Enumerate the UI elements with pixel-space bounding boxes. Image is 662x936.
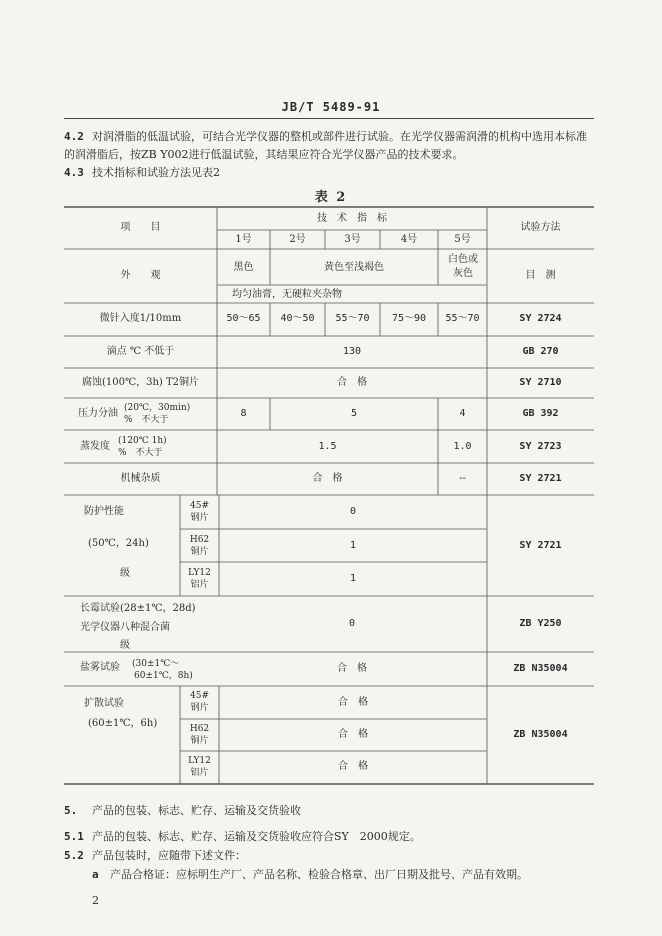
section-text: 产品的包装、标志、贮存、运输及交货验收应符合SY 2000规定。 xyxy=(92,830,421,843)
row-label-appearance: 外 观 xyxy=(120,270,161,281)
sub-label: 铝片 xyxy=(190,580,209,590)
protection-sub-copper xyxy=(180,534,219,558)
column-header-item: 项 目 xyxy=(120,222,161,233)
section-number: 4.3 xyxy=(64,166,84,179)
row-label-corrosion: 腐蚀(100℃，3h) T2铜片 xyxy=(81,377,200,388)
penetration-grade-2: 40～50 xyxy=(280,313,315,324)
sub-label: 钢片 xyxy=(190,513,209,523)
sub-label: H62 xyxy=(189,535,210,545)
column-header-tech: 技 术 指 标 xyxy=(317,213,387,224)
diffusion-copper-value: 合 格 xyxy=(338,729,368,740)
grade-header: 3号 xyxy=(344,234,361,245)
method-evaporation: SY 2723 xyxy=(519,441,562,452)
sub-label: 铝片 xyxy=(190,768,209,778)
grade-header: 2号 xyxy=(289,234,306,245)
salt-spray-condition-2: 60±1℃，8h) xyxy=(134,671,193,681)
diffusion-aluminum-value: 合 格 xyxy=(338,761,368,772)
section-number: 5. xyxy=(64,804,78,817)
row-label-penetration: 微针入度1/10mm xyxy=(99,313,182,324)
method-oil-separation: GB 392 xyxy=(522,408,559,419)
page-number: 2 xyxy=(92,894,99,907)
penetration-grade-3: 55～70 xyxy=(335,313,370,324)
method-salt-spray: ZB N35004 xyxy=(513,663,568,674)
table-title: 表 2 xyxy=(314,190,348,205)
document-header: JB/T 5489-91 xyxy=(281,100,381,114)
method-protection: SY 2721 xyxy=(519,540,562,551)
evaporation-unit: % 不大于 xyxy=(118,448,163,458)
row-label-mold: 长霉试验(28±1℃，28d) xyxy=(80,603,196,614)
evaporation-condition: (120℃ 1h) xyxy=(118,436,167,446)
protection-steel-value: 0 xyxy=(349,506,357,517)
row-label-diffusion: 扩散试验 xyxy=(84,698,124,709)
grade-header: 1号 xyxy=(235,234,252,245)
diffusion-sub-steel xyxy=(180,690,219,714)
row-label-salt-spray: 盐雾试验 xyxy=(80,662,120,673)
row-label-oil-separation: 压力分油 xyxy=(78,408,118,419)
sub-label: H62 xyxy=(189,724,210,734)
mold-value: 0 xyxy=(348,618,356,629)
method-corrosion: SY 2710 xyxy=(519,377,562,388)
appearance-grade-5: 白色或灰色 xyxy=(448,254,478,279)
oil-separation-grade-1: 8 xyxy=(240,408,247,419)
method-appearance: 目 测 xyxy=(525,270,556,281)
row-label-dropping-point: 滴点 ℃ 不低于 xyxy=(106,346,175,357)
sub-label: LY12 xyxy=(188,756,211,766)
diffusion-sub-copper xyxy=(180,723,219,747)
sub-label: 铜片 xyxy=(190,736,209,746)
section-number: 5.2 xyxy=(64,849,84,862)
protection-copper-value: 1 xyxy=(349,540,357,551)
item-letter: a xyxy=(92,868,99,881)
row-label-impurity: 机械杂质 xyxy=(120,473,161,484)
sub-label: 45# xyxy=(190,691,209,701)
item-text: 产品合格证：应标明生产厂、产品名称、检验合格章、出厂日期及批号、产品有效期。 xyxy=(110,868,528,881)
protection-aluminum-value: 1 xyxy=(349,573,357,584)
sub-label: 铜片 xyxy=(190,547,209,557)
salt-spray-condition-1: (30±1℃～ xyxy=(132,659,180,669)
oil-separation-grade-5: 4 xyxy=(459,408,466,419)
diffusion-sub-aluminum xyxy=(180,755,219,779)
row-label-evaporation: 蒸发度 xyxy=(80,441,110,452)
sub-label: 钢片 xyxy=(190,703,209,713)
grade-header: 4号 xyxy=(400,234,418,245)
penetration-grade-5: 55～70 xyxy=(445,313,480,324)
diffusion-condition: (60±1℃，6h) xyxy=(88,718,158,729)
impurity-grade-1-4: 合 格 xyxy=(312,473,343,484)
section-text: 产品包装时，应随带下述文件： xyxy=(92,849,246,862)
evaporation-grade-1-4: 1.5 xyxy=(318,441,337,452)
sub-label: LY12 xyxy=(188,568,211,578)
mold-unit: 级 xyxy=(120,640,130,651)
oil-separation-condition: (20℃，30min) xyxy=(124,403,191,413)
section-5-1 xyxy=(64,828,594,846)
appearance-grade-1: 黑色 xyxy=(233,262,254,273)
protection-sub-aluminum xyxy=(180,567,219,591)
impurity-grade-5: -- xyxy=(459,473,466,484)
protection-sub-steel xyxy=(180,500,219,524)
dropping-point-value: 130 xyxy=(342,346,362,357)
diffusion-steel-value: 合 格 xyxy=(338,697,368,708)
penetration-grade-4: 75～90 xyxy=(391,313,427,324)
protection-unit: 级 xyxy=(120,568,130,579)
oil-separation-unit: % 不大于 xyxy=(124,415,169,425)
appearance-description: 均匀油膏，无硬粒夹杂物 xyxy=(232,289,342,300)
column-header-method: 试验方法 xyxy=(520,222,561,233)
appearance-grade-2-4: 黄色至浅褐色 xyxy=(324,262,384,273)
method-impurity: SY 2721 xyxy=(519,473,562,484)
grade-header: 5号 xyxy=(454,234,471,245)
penetration-grade-1: 50～65 xyxy=(226,313,261,324)
section-number: 4.2 xyxy=(64,130,84,143)
method-diffusion: ZB N35004 xyxy=(513,729,568,740)
oil-separation-grade-2-4: 5 xyxy=(350,408,358,419)
mold-organism: 光学仪器八种混合菌 xyxy=(80,622,170,633)
section-5-2 xyxy=(64,847,594,865)
item-a xyxy=(92,866,594,884)
method-dropping-point: GB 270 xyxy=(522,346,559,357)
row-label-protection: 防护性能 xyxy=(84,506,124,517)
protection-condition: (50℃，24h) xyxy=(88,538,149,549)
method-penetration: SY 2724 xyxy=(519,313,562,324)
salt-spray-value: 合 格 xyxy=(337,663,367,674)
section-5 xyxy=(64,802,594,820)
section-number: 5.1 xyxy=(64,830,84,843)
evaporation-grade-5: 1.0 xyxy=(453,441,472,452)
section-text: 技术指标和试验方法见表2 xyxy=(92,166,220,179)
section-text: 产品的包装、标志、贮存、运输及交货验收 xyxy=(92,804,301,817)
section-text: 对润滑脂的低温试验，可结合光学仪器的整机或部件进行试验。在光学仪器需润滑的机构中选用本标准的润滑脂后，按ZB Y002进行低温试验，其结果应符合光学仪器产品的技术要求。 xyxy=(64,130,587,161)
corrosion-value: 合 格 xyxy=(337,377,367,388)
sub-label: 45# xyxy=(190,501,209,511)
method-mold: ZB Y250 xyxy=(519,618,562,629)
